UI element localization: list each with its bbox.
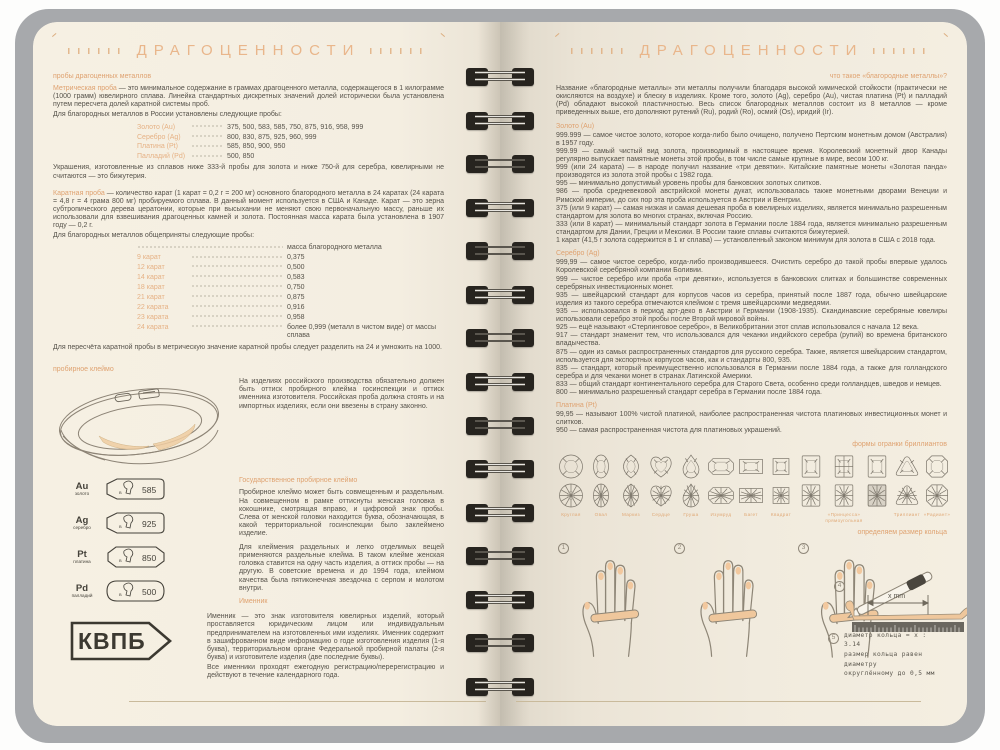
- x-mm-label: x mm: [888, 592, 906, 600]
- binding-coil: [466, 504, 534, 522]
- svg-text:500: 500: [142, 587, 157, 598]
- step-3-badge: 3: [798, 543, 809, 554]
- metal-entry: 950 — самая распространенная чистота для платиновых украшений.: [556, 427, 782, 435]
- step-1-badge: 1: [558, 543, 569, 554]
- cut-views: [676, 453, 706, 509]
- dot-leader: [191, 272, 283, 279]
- diamond-cut-pear: [676, 453, 706, 518]
- cut-label: Сердце: [651, 511, 671, 517]
- cut-label: Изумруд: [710, 511, 732, 517]
- proba-value: 0,875: [287, 294, 305, 302]
- hallmark-block: [53, 378, 444, 473]
- page-left: [33, 22, 500, 726]
- state-hallmark-p1: Пробирное клеймо может быть совмещенным и раздельным. На совмещенном в рамке оттиснуты женская головка в кокошнике, смотрящая вправо, и цифровой знак пробы. Слева от женской головки находится буква, обозначающая, в какой территориальной госинспекции было заклеймено изделие.: [239, 489, 444, 537]
- proba-row: [137, 272, 444, 282]
- metal-entry: 917 — стандарт знаменит тем, что использовался для чеканки индийского серебра (рупий) во времена британского владычества.: [556, 332, 947, 348]
- kvpb-stamp-drawing: [69, 619, 173, 663]
- metal-entry: 999 (или 24 карата) — в народе получил название «три девятки». Китайские памятные монеты «Золотая панда» производятся из золота этой пробы с 1982 года.: [556, 164, 947, 180]
- svg-text:В: В: [119, 592, 122, 598]
- proba-row: [137, 122, 444, 132]
- diamond-cut-marquise: [616, 453, 646, 518]
- ring-size-label: определяем размер кольца: [857, 528, 947, 536]
- proba-value: масса благородного металла: [287, 244, 382, 252]
- proba-row: [137, 132, 444, 142]
- diamond-cut-oval: [586, 453, 616, 518]
- footer-rule-right: [516, 701, 921, 702]
- cut-views: [556, 453, 586, 509]
- proba-row: [137, 312, 444, 322]
- section-label-noble: что такое «благородные металлы»?: [829, 73, 947, 80]
- notebook-cover: [15, 9, 985, 743]
- metal-entry: 800 — минимально разрешенный стандарт серебра в Германии после 1884 года.: [556, 389, 822, 397]
- svg-text:В: В: [119, 524, 122, 530]
- metal-symbol: Pt платина: [73, 548, 91, 565]
- cut-label: «Принцесса» прямоугольная: [825, 511, 863, 523]
- silver-label: Серебро (Ag): [556, 250, 600, 258]
- dot-leader: [191, 252, 283, 259]
- corner-mark: [52, 33, 59, 40]
- proba-label: Платина (Pt): [137, 143, 178, 151]
- dot-leader: [191, 262, 283, 269]
- proba-label: 21 карат: [137, 294, 165, 302]
- proba-row: [137, 141, 444, 151]
- diamond-cut-heart: [646, 453, 676, 518]
- diamond-cut-emerald: [706, 453, 736, 518]
- proba-value: более 0,999 (металл в чистом виде) от массы сплава: [287, 324, 436, 340]
- proba-value: 0,583: [287, 274, 305, 282]
- hand-step-1: [566, 547, 658, 659]
- proba-row: [137, 292, 444, 302]
- stamp-outline: [104, 545, 168, 569]
- binding-coil: [466, 286, 534, 304]
- platinum-entries: [556, 411, 947, 435]
- svg-text:585: 585: [142, 485, 157, 496]
- proba-row: [137, 252, 444, 262]
- dot-leader: [191, 141, 223, 148]
- ring-size-illustration: [556, 541, 947, 678]
- noble-intro: Название «благородные металлы» эти металлы получили благодаря высокой химической стойкости (практически не окисляются на воздухе) и блеску в изделиях. Кроме того, золото (Ag), серебро (Au), чистая платина (Pt) и палладий (Pd) обладают высокой пластичностью. Весь список благородных металлов состоит из 8 металлов — кроме приведенных выше, его дополняют рутений (Ru), родий (Ro), осмий (Os), иридий (Ir).: [556, 85, 947, 117]
- metal-entry: 835 — стандарт, который преимущественно использовался в Германии после 1884 года, а также для голландского серебра и для чеканки монет в странах Латинской Америки.: [556, 364, 947, 380]
- cut-label: Квадрат: [770, 511, 792, 517]
- binding-coil: [466, 329, 534, 347]
- metric-paragraph: [53, 85, 444, 109]
- proba-row: [137, 282, 444, 292]
- metal-entry: 333 (или 8 карат) — минимальный стандарт золота в Германии после 1884 года, является минимально разрешенным стандартом для Дании, Греции и Мексики. В России такие сплавы считаются бижутерией.: [556, 220, 947, 236]
- ring-drawing: [53, 378, 225, 470]
- imennik-block: [53, 613, 444, 682]
- diamond-cuts-label: формы огранки бриллиантов: [852, 440, 947, 448]
- metal-entry: 375 (или 9 карат) — самая низкая и самая дешевая проба в ювелирных изделиях, является минимально разрешенным стандартом для золота во многих странах, включая Россию.: [556, 204, 947, 220]
- footer-rule-left: [129, 701, 486, 702]
- page-left-header: [53, 34, 444, 68]
- cut-views: [796, 453, 826, 509]
- dot-leader: [191, 322, 283, 329]
- proba-value: 0,958: [287, 314, 305, 322]
- cut-label: Триллиант: [893, 511, 921, 517]
- proba-label: 12 карат: [137, 264, 165, 272]
- metal-entry: 925 — ещё называют «Стерлинговое серебро», в Великобритании этот сплав использовался с начала 12 века.: [556, 324, 919, 332]
- metal-entry: 999,99 — самое чистое серебро, когда-либо производившееся. Очистить серебро до такой пробы впервые удалось Королевской серебряной компании Боливии.: [556, 259, 947, 275]
- metric-proba-list: [53, 122, 444, 162]
- cut-views: [646, 453, 676, 509]
- cut-label: Груша: [683, 511, 699, 517]
- cut-views: [616, 453, 646, 509]
- proba-label: 14 карат: [137, 274, 165, 282]
- diamond-cut-baguette: [736, 453, 766, 518]
- metal-symbol: Ag серебро: [73, 514, 91, 531]
- cut-label: «Радиант»: [923, 511, 951, 517]
- carat-text: — количество карат (1 карат = 0,2 г = 200 мг) основного благородного металла в 24 каратах (24 карата = 4,8 г = 4 грама 800 мг) пробируемого сплава. В данный момент используется в США и Канаде. Карат — это зерна субтропического дерева цератонии, которые при высыхании не меняют свою первоначальную массу, раньше их использовали для взвешивания драгоценных камней и золота. Постоянная масса карата была установлена в 1907 году — 0,2 г.: [53, 189, 445, 230]
- metric-intro: Для благородных металлов в России установлены следующие пробы:: [53, 111, 282, 119]
- binding-coil: [466, 634, 534, 652]
- metric-lead: Метрическая проба: [53, 85, 117, 93]
- diamond-cut-princess: [796, 453, 892, 524]
- silver-entries: [556, 259, 947, 397]
- formula-line-2: размер кольца равен диаметру: [844, 650, 923, 668]
- metal-entry: 875 — один из самых распространенных стандартов для русского серебра. Также, является швейцарским стандартом, используется для экспортных корпусов часов, как и стандарты 800, 935.: [556, 348, 947, 364]
- metal-entry: 999.99 — самый чистый вид золота, производимый в настоящее время. Королевский монетный двор Канады регулярно выпускает памятные монеты этой пробы, в том числе самые крупные в мире, весом 100 кг.: [556, 147, 947, 163]
- imennik-p1: Именник — это знак изготовителя ювелирных изделий, который проставляется юридическим лицом или индивидуальным предпринимателем на изготовленных ими изделиях. Именник содержит в зашифрованном виде информацию о годе изготовления изделия (1-я буква), территориальном органе Федеральной пробирной палаты (2-я буква) и изготовителе изделия (две последние буквы).: [207, 613, 444, 661]
- metal-entry: 999 — чистое серебро или проба «три девятки», используется в банковских слитках и большинстве современных серебряных инвестиционных монет.: [556, 275, 947, 291]
- dot-leader: [137, 242, 283, 249]
- metal-entry: 935 — швейцарский стандарт для корпусов часов из серебра, принятый после 1887 года, обычно швейцарские изделия из такого серебра отмечаются клеймом с тремя швейцарскими медведями.: [556, 291, 947, 307]
- page-title-left: ДРАГОЦЕННОСТИ: [136, 42, 361, 60]
- binding-coil: [466, 68, 534, 86]
- imennik-stamp: [53, 613, 193, 666]
- proba-row: [137, 262, 444, 272]
- section-label-probes: пробы драгоценных металлов: [53, 73, 152, 80]
- carat-proba-list: [53, 242, 444, 340]
- hallmark-paragraph: На изделиях российского производства обязательно должен быть оттиск пробирного клейма госинспекции и оттиск именника изготовителя. Российская проба должна стоять и на импортных изделиях, если они ввезены в страну законно.: [239, 378, 444, 410]
- imennik-label: Именник: [239, 597, 268, 605]
- proba-label: 22 карата: [137, 304, 169, 312]
- gold-label: Золото (Au): [556, 122, 595, 130]
- binding-coil: [466, 242, 534, 260]
- diamond-cut-square: [766, 453, 796, 518]
- proba-row: [137, 302, 444, 312]
- proba-row: [137, 242, 444, 252]
- diamond-cut-grid: [556, 453, 951, 524]
- ring-formula: [844, 631, 947, 679]
- metal-symbol: Pd палладий: [71, 582, 93, 599]
- section-label-hallmark: пробирное клеймо: [53, 366, 114, 374]
- tick-ornament: [571, 48, 630, 54]
- cut-views: [706, 453, 736, 509]
- corner-mark: [555, 33, 562, 40]
- step-2-badge: 2: [674, 543, 685, 554]
- hand-step-2: [684, 547, 776, 659]
- corner-mark: [438, 33, 445, 40]
- diamond-cut-radiant: [922, 453, 952, 518]
- dot-leader: [191, 132, 223, 139]
- proba-label: 24 карата: [137, 324, 169, 332]
- tick-ornament: [370, 48, 429, 54]
- binding-coil: [466, 591, 534, 609]
- platinum-label: Платина (Pt): [556, 402, 597, 410]
- cut-views: [922, 453, 952, 509]
- metal-entry: 986 — проба средневековой австрийской монеты дукат, использовалась также монетными дворами Венеции и Римской империи, до сих пор эта проба используется в Австрии и Венгрии.: [556, 188, 947, 204]
- proba-value: 0,500: [287, 264, 305, 272]
- state-hallmark-p2: Для клеймения раздельных и легко отделимых вещей применяются раздельные клейма. В таком клейме женская головка ставится на одну часть изделия, а оттиск пробы — на другую. В советские времена и до 1994 года, клеймом качества была пятиконечная звездочка с серпом и молотом внутри.: [239, 544, 444, 592]
- state-hallmark-block: [53, 477, 444, 613]
- proba-label: 23 карата: [137, 314, 169, 322]
- dot-leader: [191, 312, 283, 319]
- proba-value: 0,916: [287, 304, 305, 312]
- proba-value: 0,750: [287, 284, 305, 292]
- stamp-outline: [104, 477, 168, 501]
- hallmark-stamp-au: [67, 477, 225, 501]
- proba-label: 9 карат: [137, 254, 161, 262]
- kvpb-text: КВПБ: [78, 628, 146, 655]
- corner-mark: [941, 33, 948, 40]
- cut-label: Круглая: [561, 511, 581, 517]
- cut-label: Маркиз: [621, 511, 641, 517]
- proba-row: [137, 322, 444, 340]
- hallmark-stamps: [53, 477, 225, 613]
- svg-text:В: В: [119, 490, 122, 496]
- proba-label: Палладий (Pd): [137, 153, 186, 161]
- carat-paragraph: [53, 190, 444, 231]
- imennik-p2: Все именники проходят ежегодную регистрацию/перерегистрацию и действуют в течение календарного года.: [207, 663, 444, 680]
- binding-coil: [466, 199, 534, 217]
- proba-label: 18 карат: [137, 284, 165, 292]
- metric-text: — это минимальное содержание в граммах драгоценного металла, содержащегося в 1 килограмме (1000 грамм) ювелирного сплава. Линейка стандартных дискретных значений долей исторически была установлена путем пересчета долей каратной системы проб.: [53, 85, 444, 109]
- step-4-badge: 4: [834, 581, 845, 592]
- stamp-outline: [104, 511, 168, 535]
- proba-value: 585, 850, 900, 950: [227, 143, 286, 151]
- binding-coil: [466, 112, 534, 130]
- carat-lead: Каратная проба: [53, 189, 105, 197]
- dot-leader: [191, 292, 283, 299]
- metal-entry: 999.999 — самое чистое золото, которое когда-либо было очищено, получено Пертским монетным домом (Австралия) в 1957 году.: [556, 131, 947, 147]
- proba-row: [137, 151, 444, 161]
- proba-value: 800, 830, 875, 925, 960, 999: [227, 133, 317, 141]
- cut-views: [892, 453, 922, 509]
- cut-views: [862, 453, 892, 509]
- binding-coil: [466, 417, 534, 435]
- cut-views: [766, 453, 796, 509]
- metal-entry: 99,95 — называют 100% чистой платиной, наиболее распространенная чистота платиновых инвестиционных монет и слитков.: [556, 411, 947, 427]
- hallmark-stamp-pd: [67, 579, 225, 603]
- metal-entry: 1 карат (41,5 г золота содержится в 1 кг сплава) — установленный законом минимум для золота в США с 2018 года.: [556, 237, 936, 245]
- svg-text:В: В: [119, 558, 122, 564]
- step-5-badge: 5: [828, 633, 839, 644]
- binding-coil: [466, 460, 534, 478]
- dot-leader: [191, 282, 283, 289]
- svg-text:925: 925: [142, 519, 157, 530]
- proba-value: 375, 500, 583, 585, 750, 875, 916, 958, 999: [227, 123, 364, 131]
- cut-label: Овал: [594, 511, 608, 517]
- formula-line-1: диаметр кольца = x : 3.14: [844, 631, 927, 649]
- metal-entry: 995 — минимально допустимый уровень пробы для банковских золотых слитков.: [556, 180, 822, 188]
- proba-value: 500, 850: [227, 153, 255, 161]
- cut-views: [829, 453, 859, 509]
- metal-symbol: Au золото: [74, 480, 90, 497]
- tick-ornament: [68, 48, 127, 54]
- diamond-cut-trilliant: [892, 453, 922, 518]
- gold-entries: [556, 132, 947, 246]
- ring-illustration: [53, 378, 225, 473]
- cut-label: Багет: [744, 511, 758, 517]
- binding-coil: [466, 155, 534, 173]
- dot-leader: [191, 122, 223, 129]
- binding-coil: [466, 678, 534, 696]
- proba-label: Серебро (Ag): [137, 133, 181, 141]
- cut-views: [586, 453, 616, 509]
- tick-ornament: [873, 48, 932, 54]
- carat-intro: Для благородных металлов общеприняты следующие пробы:: [53, 232, 255, 240]
- metric-note: Украшения, изготовленные из сплавов ниже 333-й пробы для золота и ниже 750-й для серебра, ювелирными не считаются — это бижутерия.: [53, 164, 444, 180]
- dot-leader: [191, 302, 283, 309]
- page-title-right: ДРАГОЦЕННОСТИ: [639, 42, 864, 60]
- binding-coil: [466, 373, 534, 391]
- binding-coil: [466, 547, 534, 565]
- svg-text:850: 850: [142, 553, 157, 564]
- proba-value: 0,375: [287, 254, 305, 262]
- cut-views: [736, 453, 766, 509]
- formula-line-3: округлённому до 0,5 мм: [844, 670, 935, 678]
- page-right-header: [556, 34, 947, 68]
- state-hallmark-label: Государственное пробирное клеймо: [239, 477, 358, 485]
- metal-entry: 833 — общий стандарт континентального серебра для Старого Света, особенно среди голландцев, шведов и немцев.: [556, 380, 942, 388]
- hallmark-stamp-ag: [67, 511, 225, 535]
- dot-leader: [191, 151, 223, 158]
- paper-strip: [846, 601, 967, 620]
- diamond-cut-round: [556, 453, 586, 518]
- notebook-spread: [33, 22, 967, 726]
- spiral-binding: [466, 68, 534, 696]
- metal-entry: 935 — использовался в период арт-деко в Австрии и Германии (1908-1935). Скандинавские серебряные ювелиры использовали серебро этой пробы после Второй мировой войны.: [556, 307, 947, 324]
- proba-label: Золото (Au): [137, 123, 176, 131]
- carat-note: Для пересчёта каратной пробы в метрическую значение каратной пробы следует разделить на 24 и умножить на 1000.: [53, 343, 442, 351]
- strip-ruler-drawing: [844, 589, 967, 635]
- hallmark-stamp-pt: [67, 545, 225, 569]
- stamp-outline: [104, 579, 168, 603]
- page-right: [500, 22, 967, 726]
